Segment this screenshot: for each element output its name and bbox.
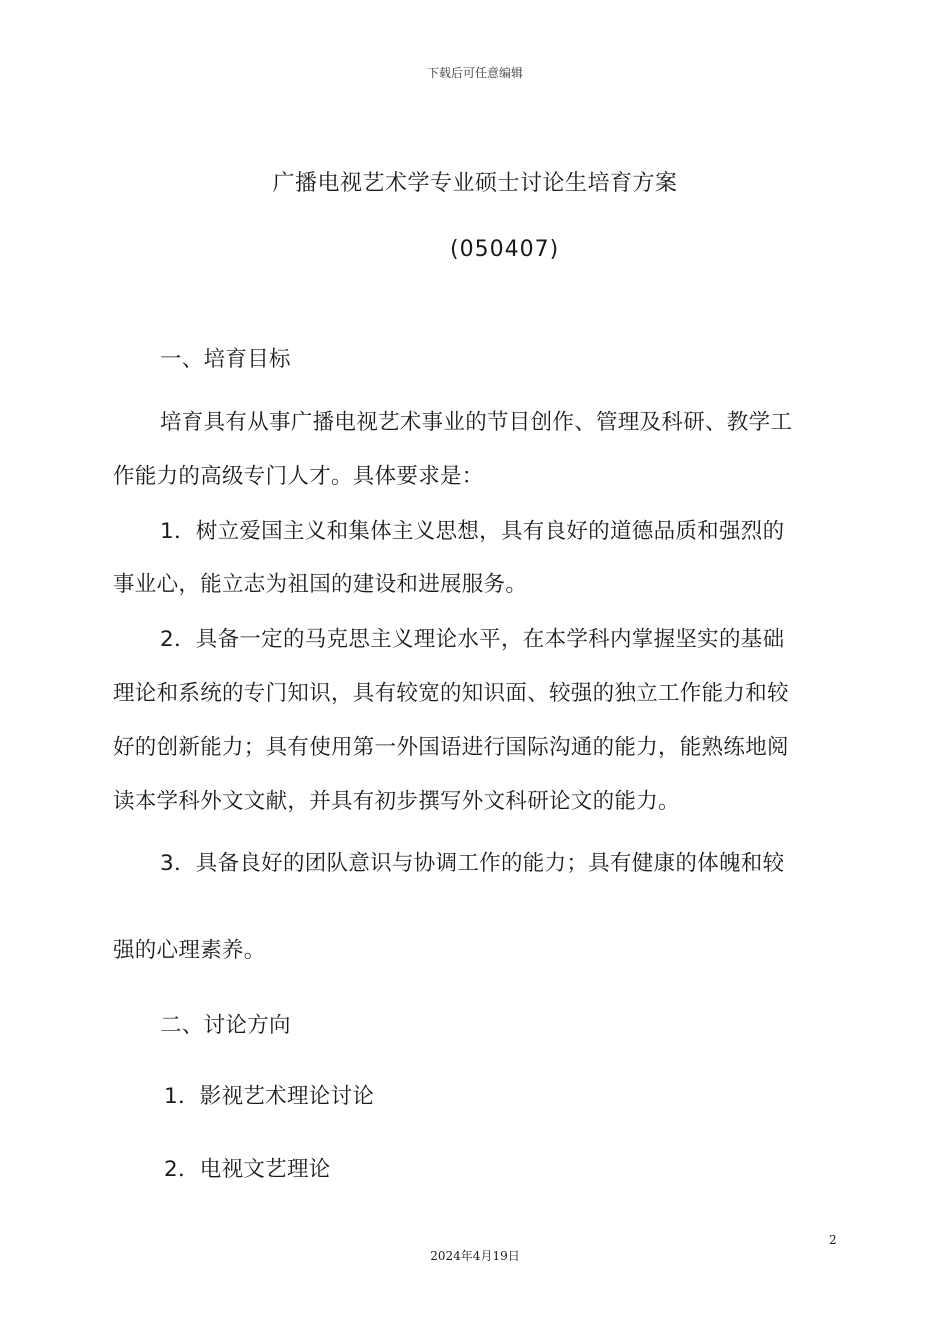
objectives-intro-line: 培育具有从事广播电视艺术事业的节目创作、管理及科研、教学工 [160,410,793,435]
research-direction-item: 1．影视艺术理论讨论 [164,1084,375,1109]
header-note: 下载后可任意编辑 [426,66,523,80]
requirement-2-line: 好的创新能力；具有使用第一外国语进行国际沟通的能力，能熟练地阅 [113,735,789,760]
section-heading-directions: 二、讨论方向 [160,1013,291,1038]
requirement-3-line: 强的心理素养。 [113,938,266,963]
requirement-2-line: 理论和系统的专门知识，具有较宽的知识面、较强的独立工作能力和较 [113,681,789,706]
document-title: 广播电视艺术学专业硕士讨论生培育方案 [272,171,678,196]
requirement-2-line: 读本学科外文文献，并具有初步撰写外文科研论文的能力。 [113,789,680,814]
requirement-1-line: 1．树立爱国主义和集体主义思想，具有良好的道德品质和强烈的 [160,519,785,544]
requirement-2-line: 2．具备一定的马克思主义理论水平，在本学科内掌握坚实的基础 [160,627,785,652]
objectives-intro-line: 作能力的高级专门人才。具体要求是： [113,464,484,489]
footer-date: 2024年4月19日 [430,1249,520,1263]
requirement-1-line: 事业心，能立志为祖国的建设和进展服务。 [113,572,528,597]
page-number: 2 [829,1233,837,1247]
requirement-3-line: 3．具备良好的团队意识与协调工作的能力；具有健康的体魄和较 [160,851,785,876]
section-heading-objectives: 一、培育目标 [160,347,291,372]
program-code: (050407) [450,237,560,262]
research-direction-item: 2．电视文艺理论 [164,1157,331,1182]
